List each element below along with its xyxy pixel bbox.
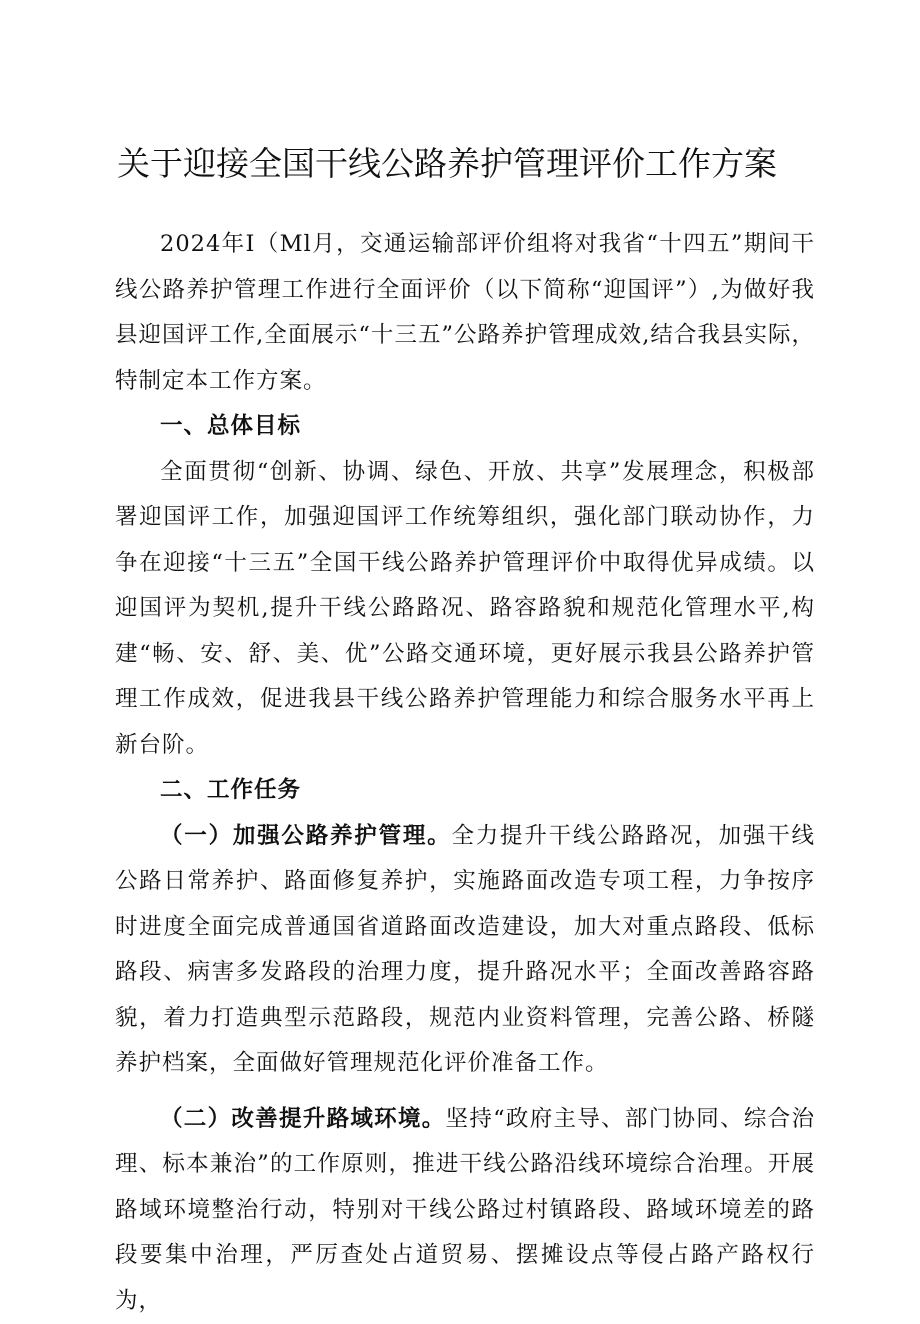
task-text-maintenance: 全力提升干线公路路况，加强干线公路日常养护、路面修复养护，实施路面改造专项工程，力争按序时进度全面完成普通国省道路面改造建设，加大对重点路段、低标路段、病害多发路段的治理力度，提升路况水平；全面改善路容路貌，着力打造典型示范路段，规范内业资料管理，完善公路、桥隧养护档案，全面做好管理规范化评价准备工作。 — [115, 823, 815, 1077]
intro-paragraph: 2024年I（Ml月，交通运输部评价组将对我省“十四五”期间干线公路养护管理工作进行全面评价（以下简称“迎国评”）,为做好我县迎国评工作,全面展示“十三五”公路养护管理成效,结合我县实际，特制定本工作方案。 — [115, 222, 815, 404]
task-paragraph-maintenance — [115, 814, 815, 1087]
document-title: 关于迎接全国干线公路养护管理评价工作方案 — [117, 138, 817, 190]
task-text-environment: 坚持“政府主导、部门协同、综合治理、标本兼治”的工作原则，推进干线公路沿线环境综合治理。开展路域环境整治行动，特别对干线公路过村镇路段、路域环境差的路段要集中治理，严厉查处占道贸易、摆摊设点等侵占路产路权行为， — [115, 1106, 815, 1314]
task-paragraph-environment — [115, 1097, 815, 1324]
section-heading-tasks: 二、工作任务 — [115, 768, 815, 814]
task-lead-environment: （二）改善提升路域环境。 — [160, 1106, 446, 1132]
task-lead-maintenance: （一）加强公路养护管理。 — [160, 823, 451, 849]
section-heading-goals: 一、总体目标 — [115, 404, 815, 450]
goals-paragraph: 全面贯彻“创新、协调、绿色、开放、共享”发展理念，积极部署迎国评工作，加强迎国评工作统筹组织，强化部门联动协作，力争在迎接“十三五”全国干线公路养护管理评价中取得优异成绩。以迎国评为契机,提升干线公路路况、路容路貌和规范化管理水平,构建“畅、安、舒、美、优”公路交通环境，更好展示我县公路养护管理工作成效，促进我县干线公路养护管理能力和综合服务水平再上新台阶。 — [115, 450, 815, 769]
document-body — [115, 222, 815, 1324]
